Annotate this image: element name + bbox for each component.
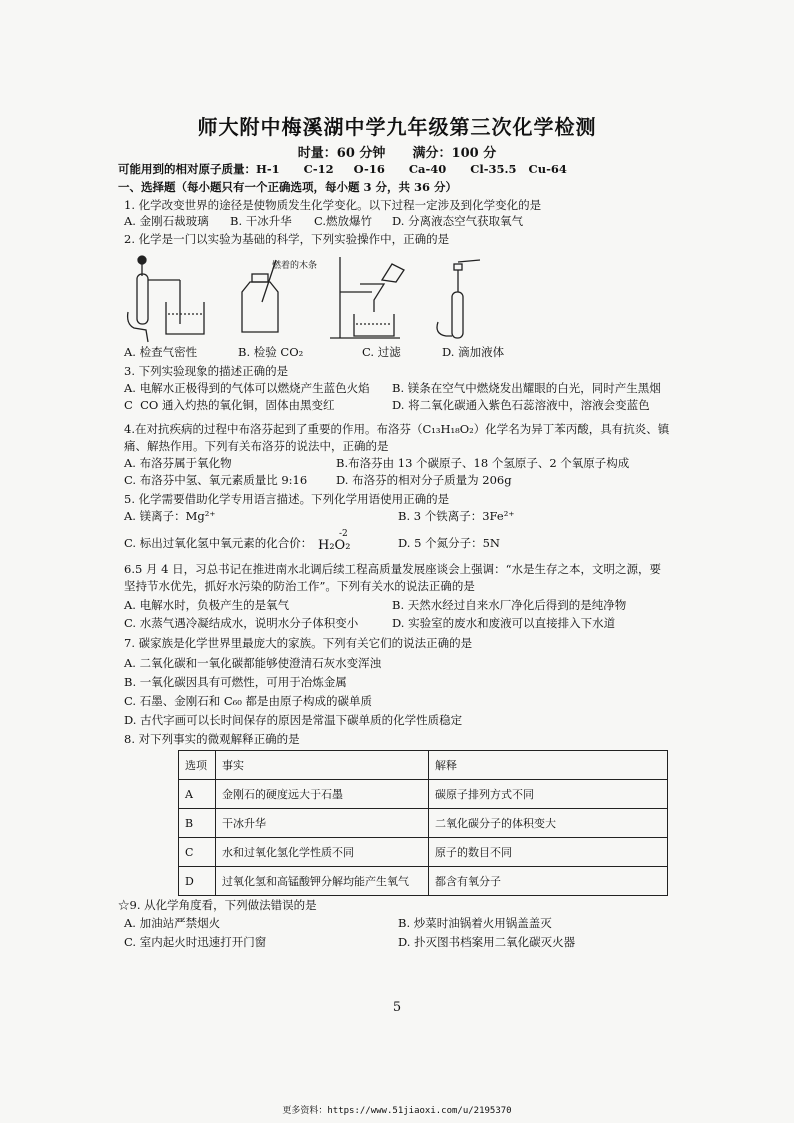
q3-stem: 3. 下列实验现象的描述正确的是 [124, 364, 289, 378]
q2-option-a: A. 检查气密性 [124, 345, 198, 359]
q2-option-d: D. 滴加液体 [442, 345, 505, 359]
q5-formula: H₂O₂ [318, 538, 351, 553]
q5-valence: -2 [339, 529, 348, 539]
footer-link[interactable]: 更多资料：https://www.51jiaoxi.com/u/2195370 [282, 1106, 512, 1116]
section-heading: 一、选择题（每小题只有一个正确选项，每小题 3 分，共 36 分） [118, 180, 458, 194]
q5-option-b: B. 3 个铁离子：3Fe²⁺ [398, 509, 515, 523]
q5-option-a: A. 镁离子：Mg²⁺ [124, 509, 216, 523]
q7-option-b: B. 一氧化碳因具有可燃性，可用于冶炼金属 [124, 675, 347, 689]
dropper-apparatus [437, 260, 480, 338]
header-cell: 选项 [179, 751, 216, 780]
q7-option-a: A. 二氧化碳和一氧化碳都能够使澄清石灰水变浑浊 [124, 656, 382, 670]
table-cell: A [179, 780, 216, 809]
q5-stem: 5. 化学需要借助化学专用语言描述。下列化学用语使用正确的是 [124, 492, 450, 506]
burning-stick-label: 燃着的木条 [272, 261, 318, 271]
page-number: 5 [392, 1000, 402, 1015]
q3-option-b: B. 镁条在空气中燃烧发出耀眼的白光，同时产生黑烟 [392, 381, 661, 395]
q5-option-c: C. 标出过氧化氢中氧元素的化合价： [124, 536, 313, 550]
q2-option-b: B. 检验 CO₂ [238, 345, 304, 359]
q1-option-b: B. 干冰升华 [230, 214, 292, 228]
q9-stem: ☆9. 从化学角度看，下列做法错误的是 [118, 898, 317, 912]
table-cell: 干冰升华 [216, 809, 429, 838]
atomic-masses: 可能用到的相对原子质量：H-1 C-12 O-16 Ca-40 Cl-35.5 Cu-64 [118, 162, 567, 176]
table-cell: 二氧化碳分子的体积变大 [429, 809, 668, 838]
q2-option-c: C. 过滤 [362, 345, 401, 359]
q7-stem: 7. 碳家族是化学世界里最庞大的家族。下列有关它们的说法正确的是 [124, 636, 473, 650]
q6-option-d: D. 实验室的废水和废液可以直接排入下水道 [392, 616, 616, 630]
q3-option-d: D. 将二氧化碳通入紫色石蕊溶液中，溶液会变蓝色 [392, 398, 650, 412]
table-row [179, 809, 668, 838]
q6-option-c: C. 水蒸气遇冷凝结成水，说明水分子体积变小 [124, 616, 359, 630]
header-cell: 事实 [216, 751, 429, 780]
q9-option-b: B. 炒菜时油锅着火用锅盖盖灭 [398, 916, 552, 930]
q8-stem: 8. 对下列事实的微观解释正确的是 [124, 732, 300, 746]
table-row [179, 867, 668, 896]
table-row [179, 780, 668, 809]
table-cell: 金刚石的硬度远大于石墨 [216, 780, 429, 809]
table-cell: B [179, 809, 216, 838]
table-cell: 碳原子排列方式不同 [429, 780, 668, 809]
page-title: 师大附中梅溪湖中学九年级第三次化学检测 [197, 115, 597, 139]
airtightness-check-apparatus [128, 256, 204, 342]
q1-option-d: D. 分离液态空气获取氧气 [392, 214, 524, 228]
table-cell: C [179, 838, 216, 867]
q4-option-d: D. 布洛芬的相对分子质量为 206g [336, 473, 512, 487]
q6-option-b: B. 天然水经过自来水厂净化后得到的是纯净物 [392, 598, 627, 612]
q1-option-c: C.燃放爆竹 [314, 214, 373, 228]
q5-option-d: D. 5 个氮分子：5N [398, 536, 500, 550]
q2-apparatus-figure [0, 252, 794, 352]
filtration-apparatus [330, 257, 404, 338]
table-cell: 过氧化氢和高锰酸钾分解均能产生氧气 [216, 867, 429, 896]
q9-option-a: A. 加油站严禁烟火 [124, 916, 221, 930]
q4-stem-1: 4.在对抗疾病的过程中布洛芬起到了重要的作用。布洛芬（C₁₃H₁₈O₂）化学名为异丁苯丙酸，具有抗炎、镇 [124, 422, 670, 436]
q7-option-c: C. 石墨、金刚石和 C₆₀ 都是由原子构成的碳单质 [124, 694, 373, 708]
q3-option-c: C CO 通入灼热的氧化铜，固体由黑变红 [124, 398, 335, 412]
table-row [179, 838, 668, 867]
q2-stem: 2. 化学是一门以实验为基础的科学，下列实验操作中，正确的是 [124, 232, 450, 246]
table-cell: 原子的数目不同 [429, 838, 668, 867]
q9-option-d: D. 扑灭图书档案用二氧化碳灭火器 [398, 935, 576, 949]
q3-option-a: A. 电解水正极得到的气体可以燃烧产生蓝色火焰 [124, 381, 370, 395]
q7-option-d: D. 古代字画可以长时间保存的原因是常温下碳单质的化学性质稳定 [124, 713, 463, 727]
table-cell: D [179, 867, 216, 896]
table-cell: 水和过氧化氢化学性质不同 [216, 838, 429, 867]
q6-option-a: A. 电解水时，负极产生的是氧气 [124, 598, 290, 612]
q6-stem-1: 6.5 月 4 日，习总书记在推进南水北调后续工程高质量发展座谈会上强调：“水是生存之本，文明之源，要 [124, 562, 661, 576]
table-cell: 都含有氧分子 [429, 867, 668, 896]
time-score: 时量：60 分钟 满分：100 分 [297, 146, 497, 161]
q6-stem-2: 坚持节水优先，抓好水污染的防治工作”。下列有关水的说法正确的是 [124, 579, 475, 593]
q4-stem-2: 痛、解热作用。下列有关布洛芬的说法中，正确的是 [124, 439, 389, 453]
table-header-row [179, 751, 668, 780]
header-cell: 解释 [429, 751, 668, 780]
q9-option-c: C. 室内起火时迅速打开门窗 [124, 935, 267, 949]
q4-option-c: C. 布洛芬中氢、氧元素质量比 9:16 [124, 473, 308, 487]
q4-option-b: B.布洛芬由 13 个碳原子、18 个氢原子、2 个氧原子构成 [336, 456, 630, 470]
q1-option-a: A. 金刚石裁玻璃 [124, 214, 209, 228]
q8-table [178, 750, 668, 896]
q4-option-a: A. 布洛芬属于氧化物 [124, 456, 232, 470]
q1-stem: 1. 化学改变世界的途径是使物质发生化学变化。以下过程一定涉及到化学变化的是 [124, 198, 542, 212]
